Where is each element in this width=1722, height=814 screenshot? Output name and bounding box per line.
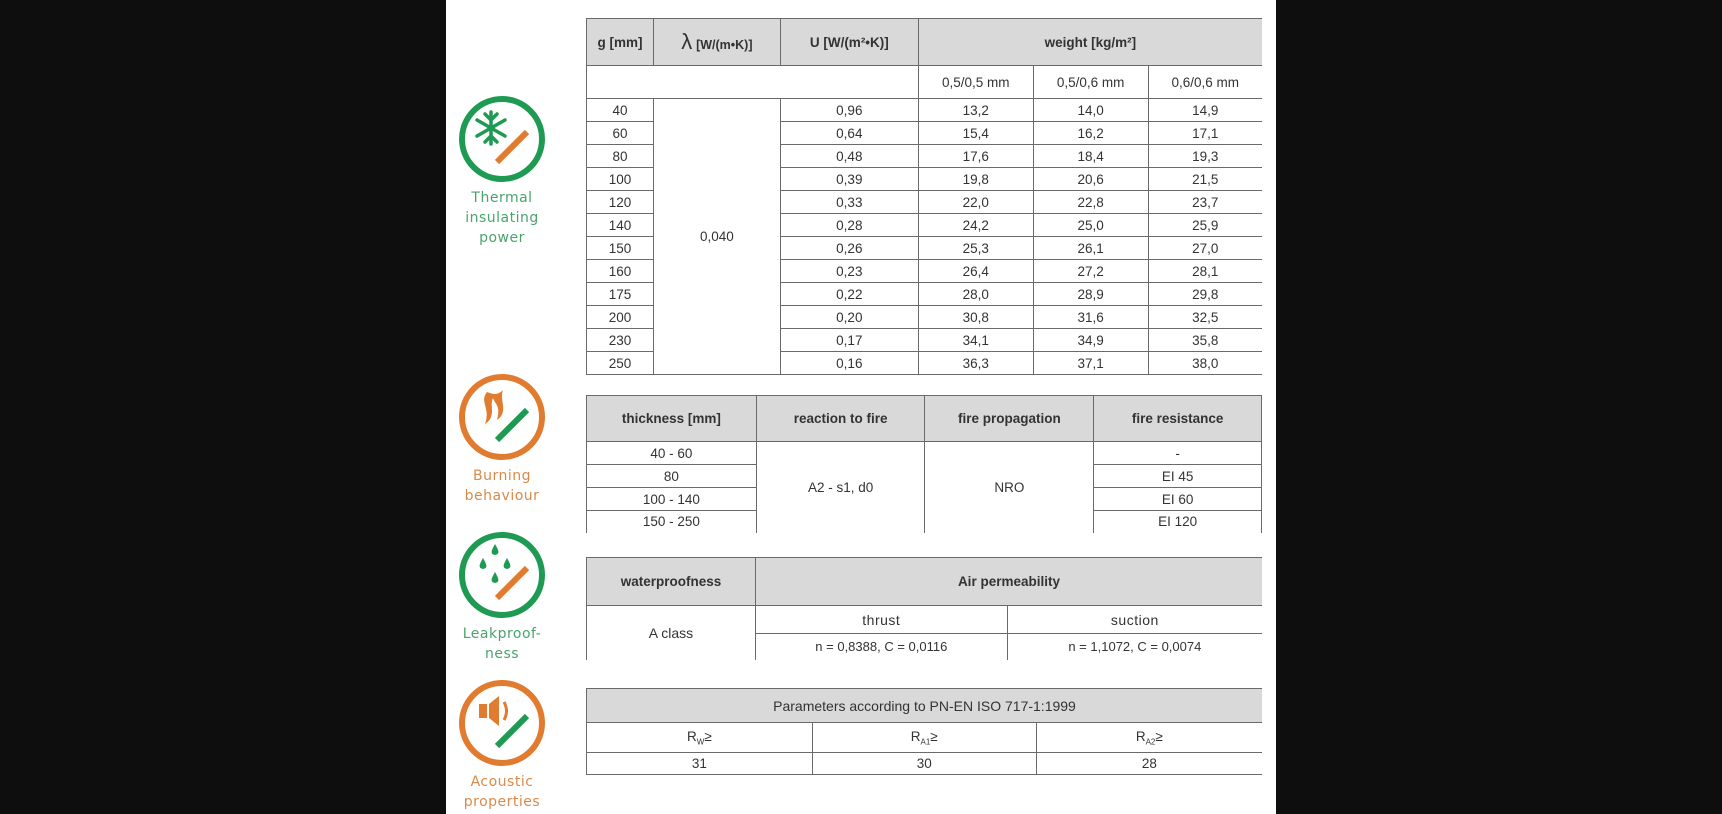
u-value-cell: 0,39 [780, 168, 918, 191]
param-sub: A1 [920, 737, 931, 747]
weight-cell: 31,6 [1033, 306, 1148, 329]
weight-cell: 32,5 [1148, 306, 1262, 329]
thermal-section-badge [452, 94, 552, 248]
thickness-cell: 200 [587, 306, 654, 329]
weight-subheader: 0,5/0,5 mm [918, 66, 1033, 99]
rw-value: 31 [587, 753, 813, 775]
u-value-cell: 0,20 [780, 306, 918, 329]
weight-cell: 34,1 [918, 329, 1033, 352]
leakproofness-section-badge [452, 530, 552, 664]
resistance-cell: EI 60 [1094, 488, 1262, 511]
acoustic-table [586, 688, 1262, 775]
label-line: power [479, 230, 525, 246]
suction-value: n = 1,1072, C = 0,0074 [1007, 634, 1262, 660]
weight-cell: 22,8 [1033, 191, 1148, 214]
thickness-cell: 100 [587, 168, 654, 191]
ra2-value: 28 [1036, 753, 1262, 775]
reaction-cell: A2 - s1, d0 [756, 442, 925, 533]
acoustic-label [452, 772, 552, 812]
weight-cell: 29,8 [1148, 283, 1262, 306]
header-u-value: U [W/(m²•K)] [780, 19, 918, 66]
weight-cell: 37,1 [1033, 352, 1148, 375]
water-drops-icon [457, 530, 547, 620]
thrust-label: thrust [755, 606, 1007, 634]
air-permeability-table [586, 557, 1262, 660]
weight-cell: 17,6 [918, 145, 1033, 168]
weight-cell: 17,1 [1148, 122, 1262, 145]
lambda-value-cell: 0,040 [653, 99, 780, 375]
header-resistance: fire resistance [1094, 396, 1262, 442]
acoustic-section-badge [452, 678, 552, 812]
header-weight: weight [kg/m²] [918, 19, 1262, 66]
weight-cell: 24,2 [918, 214, 1033, 237]
header-thickness: g [mm] [587, 19, 654, 66]
rw-label [587, 723, 813, 753]
thickness-cell: 60 [587, 122, 654, 145]
weight-cell: 25,0 [1033, 214, 1148, 237]
header-thickness: thickness [mm] [587, 396, 757, 442]
weight-cell: 35,8 [1148, 329, 1262, 352]
header-propagation: fire propagation [925, 396, 1094, 442]
u-value-cell: 0,48 [780, 145, 918, 168]
weight-cell: 23,7 [1148, 191, 1262, 214]
lambda-symbol: λ [681, 29, 693, 54]
resistance-cell: EI 45 [1094, 465, 1262, 488]
weight-cell: 18,4 [1033, 145, 1148, 168]
label-line: Acoustic [470, 774, 534, 790]
param-base: R [1135, 728, 1146, 744]
thickness-cell: 40 [587, 99, 654, 122]
header-lambda [653, 19, 780, 66]
header-waterproofness: waterproofness [587, 558, 756, 606]
resistance-cell: - [1094, 442, 1262, 465]
lambda-unit: [W/(m•K)] [696, 38, 753, 52]
weight-cell: 27,0 [1148, 237, 1262, 260]
label-line: Thermal [471, 190, 533, 206]
weight-cell: 14,0 [1033, 99, 1148, 122]
u-value-cell: 0,22 [780, 283, 918, 306]
param-sub: W [696, 737, 705, 747]
table-row [587, 99, 1263, 122]
weight-cell: 19,3 [1148, 145, 1262, 168]
weight-cell: 21,5 [1148, 168, 1262, 191]
weight-cell: 15,4 [918, 122, 1033, 145]
weight-cell: 25,3 [918, 237, 1033, 260]
weight-subheader: 0,5/0,6 mm [1033, 66, 1148, 99]
thickness-cell: 250 [587, 352, 654, 375]
u-value-cell: 0,23 [780, 260, 918, 283]
weight-cell: 28,0 [918, 283, 1033, 306]
thickness-cell: 175 [587, 283, 654, 306]
label-line: behaviour [464, 488, 540, 504]
ra1-value: 30 [812, 753, 1036, 775]
weight-cell: 28,1 [1148, 260, 1262, 283]
weight-cell: 14,9 [1148, 99, 1262, 122]
flame-icon [457, 372, 547, 462]
thrust-value: n = 0,8388, C = 0,0116 [755, 634, 1007, 660]
param-suffix: ≥ [704, 728, 712, 744]
thickness-cell: 80 [587, 145, 654, 168]
ra2-label [1036, 723, 1262, 753]
acoustic-header: Parameters according to PN-EN ISO 717-1:1999 [587, 689, 1263, 723]
weight-cell: 27,2 [1033, 260, 1148, 283]
param-suffix: ≥ [1155, 728, 1163, 744]
label-line: properties [463, 794, 541, 810]
weight-subheader: 0,6/0,6 mm [1148, 66, 1262, 99]
thickness-cell: 40 - 60 [587, 442, 757, 465]
thermal-table [586, 18, 1262, 375]
thickness-cell: 150 - 250 [587, 511, 757, 533]
blank-subheader [587, 66, 919, 99]
param-base: R [687, 728, 697, 744]
weight-cell: 20,6 [1033, 168, 1148, 191]
u-value-cell: 0,64 [780, 122, 918, 145]
param-sub: A2 [1145, 737, 1156, 747]
weight-cell: 22,0 [918, 191, 1033, 214]
u-value-cell: 0,26 [780, 237, 918, 260]
u-value-cell: 0,16 [780, 352, 918, 375]
label-line: Burning [472, 468, 531, 484]
weight-cell: 30,8 [918, 306, 1033, 329]
label-line: Leakproof- [462, 626, 542, 642]
fire-table [586, 395, 1262, 533]
thickness-cell: 140 [587, 214, 654, 237]
waterproofness-value: A class [587, 606, 756, 660]
snowflake-icon [457, 94, 547, 184]
label-line: insulating [465, 210, 539, 226]
resistance-cell: EI 120 [1094, 511, 1262, 533]
u-value-cell: 0,28 [780, 214, 918, 237]
header-reaction: reaction to fire [756, 396, 925, 442]
thickness-cell: 80 [587, 465, 757, 488]
weight-cell: 16,2 [1033, 122, 1148, 145]
weight-cell: 19,8 [918, 168, 1033, 191]
weight-cell: 26,4 [918, 260, 1033, 283]
header-air-permeability: Air permeability [755, 558, 1262, 606]
weight-cell: 28,9 [1033, 283, 1148, 306]
weight-cell: 25,9 [1148, 214, 1262, 237]
thickness-cell: 150 [587, 237, 654, 260]
burning-section-badge [452, 372, 552, 506]
label-line: ness [484, 646, 520, 662]
burning-label [452, 466, 552, 506]
u-value-cell: 0,17 [780, 329, 918, 352]
ra1-label [812, 723, 1036, 753]
thickness-cell: 100 - 140 [587, 488, 757, 511]
suction-label: suction [1007, 606, 1262, 634]
weight-cell: 36,3 [918, 352, 1033, 375]
weight-cell: 13,2 [918, 99, 1033, 122]
thickness-cell: 160 [587, 260, 654, 283]
thickness-cell: 230 [587, 329, 654, 352]
u-value-cell: 0,33 [780, 191, 918, 214]
u-value-cell: 0,96 [780, 99, 918, 122]
speaker-icon [457, 678, 547, 768]
thickness-cell: 120 [587, 191, 654, 214]
weight-cell: 26,1 [1033, 237, 1148, 260]
thermal-label [452, 188, 552, 248]
param-suffix: ≥ [930, 728, 938, 744]
leakproofness-label [452, 624, 552, 664]
param-base: R [910, 728, 921, 744]
weight-cell: 34,9 [1033, 329, 1148, 352]
weight-cell: 38,0 [1148, 352, 1262, 375]
propagation-cell: NRO [925, 442, 1094, 533]
